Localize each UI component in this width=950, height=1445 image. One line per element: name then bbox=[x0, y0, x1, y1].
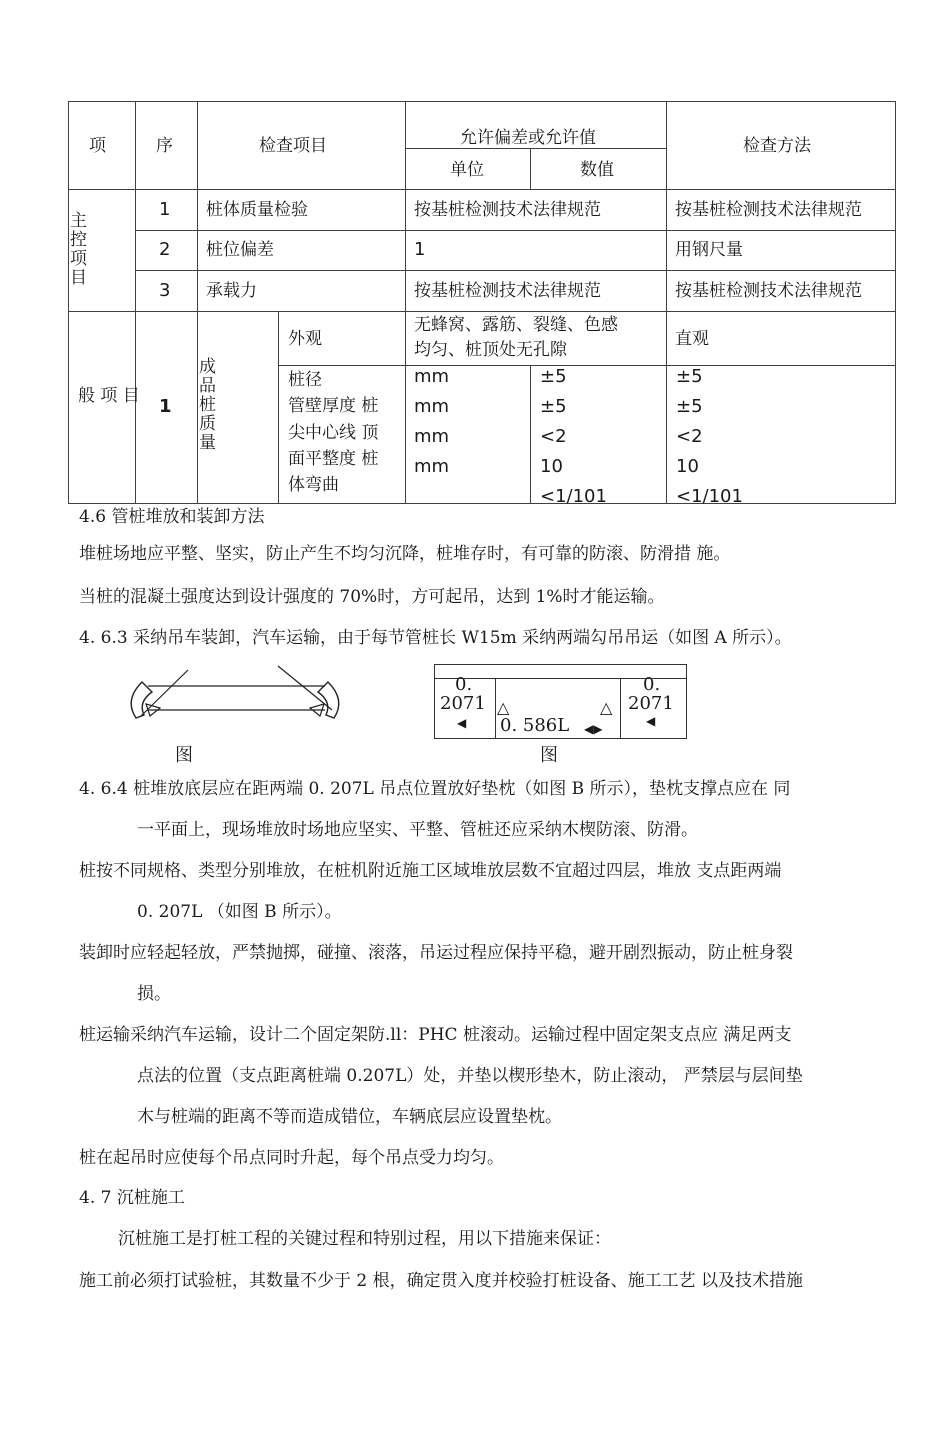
section-4-6-title: 4.6 管桩堆放和装卸方法 bbox=[79, 507, 265, 527]
size-value-2: ±5 bbox=[540, 396, 567, 417]
size-value-4: 10 bbox=[540, 456, 563, 477]
main-row-1-item: 桩体质量检验 bbox=[206, 200, 308, 220]
main-row-3-tolerance: 按基桩检测技术法律规范 bbox=[414, 281, 601, 301]
figure-b-center-label: 0. 586L bbox=[500, 715, 570, 736]
left-arrow-icon: ◀ bbox=[457, 716, 467, 730]
general-seq: 1 bbox=[159, 396, 172, 417]
figure-a bbox=[120, 660, 350, 735]
size-item-2: 管壁厚度 桩 bbox=[288, 396, 379, 416]
size-item-4: 面平整度 桩 bbox=[288, 449, 379, 469]
paragraph-10: 施工前必须打试验桩，其数量不少于 2 根，确定贯入度并校验打桩设备、施工工艺 以及技术措施 bbox=[79, 1271, 804, 1291]
size-method-1: ±5 bbox=[676, 366, 703, 387]
header-tolerance: 允许偏差或允许值 bbox=[460, 128, 596, 148]
paragraph-3: 4. 6.3 采纳吊车装卸，汽车运输，由于每节管桩长 W15m 采纳两端勾吊吊运（如图 A 所示）。 bbox=[79, 628, 792, 648]
main-row-2-tolerance: 1 bbox=[414, 239, 426, 260]
header-item: 项 bbox=[89, 136, 106, 156]
section-4-7-title: 4. 7 沉桩施工 bbox=[79, 1188, 185, 1208]
header-method: 检查方法 bbox=[743, 136, 811, 156]
figure-b-left-bottom: 2071 bbox=[440, 693, 486, 714]
appearance-method: 直观 bbox=[675, 329, 709, 349]
size-value-3: <2 bbox=[540, 426, 567, 447]
size-method-2: ±5 bbox=[676, 396, 703, 417]
paragraph-7-line-1: 桩运输采纳汽车运输，设计二个固定架防.ll：PHC 桩滚动。运输过程中固定架支点应 满足两支 bbox=[79, 1025, 792, 1045]
figure-b-caption: 图 bbox=[540, 745, 558, 766]
main-row-2-seq: 2 bbox=[159, 239, 171, 260]
size-method-3: <2 bbox=[676, 426, 703, 447]
paragraph-9: 沉桩施工是打桩工程的关键过程和特别过程，用以下措施来保证： bbox=[118, 1229, 611, 1249]
main-row-3-method: 按基桩检测技术法律规范 bbox=[675, 281, 862, 301]
main-row-2-item: 桩位偏差 bbox=[206, 240, 274, 260]
size-item-1: 桩径 bbox=[288, 370, 322, 390]
triangle-right-icon: △ bbox=[600, 698, 613, 717]
paragraph-2: 当桩的混凝土强度达到设计强度的 70%时，方可起吊，达到 1%时才能运输。 bbox=[79, 587, 665, 607]
appearance-item: 外观 bbox=[288, 329, 322, 349]
main-row-3-seq: 3 bbox=[159, 280, 171, 301]
appearance-tolerance-line1: 无蜂窝、露筋、裂缝、色感 bbox=[414, 315, 618, 335]
figure-b-right-bottom: 2071 bbox=[628, 693, 674, 714]
paragraph-5-line-2: 0. 207L （如图 B 所示）。 bbox=[137, 902, 342, 922]
header-value: 数值 bbox=[580, 160, 614, 180]
header-unit: 单位 bbox=[450, 160, 484, 180]
left-arrow-icon: ◀ bbox=[646, 714, 656, 728]
paragraph-4-line-2: 一平面上，现场堆放时场地应坚实、平整、管桩还应采纳木楔防滚、防滑。 bbox=[137, 820, 698, 840]
figure-a-caption: 图 bbox=[175, 745, 193, 766]
size-unit-2: mm bbox=[414, 396, 450, 417]
double-arrow-icon: ◀▶ bbox=[584, 722, 603, 736]
main-group-label: 主控项目 bbox=[70, 211, 87, 288]
paragraph-7-line-2: 点法的位置（支点距离桩端 0.207L）处，并垫以楔形垫木，防止滚动， 严禁层与层间垫 bbox=[137, 1066, 803, 1086]
pile-lifting-diagram bbox=[120, 660, 350, 735]
triangle-left-icon: △ bbox=[497, 698, 510, 717]
main-row-1-tolerance: 按基桩检测技术法律规范 bbox=[414, 200, 601, 220]
paragraph-8: 桩在起吊时应使每个吊点同时升起，每个吊点受力均匀。 bbox=[79, 1148, 504, 1168]
size-value-1: ±5 bbox=[540, 366, 567, 387]
general-group-label: 般 项 目 bbox=[78, 386, 140, 406]
size-value-5: <1/101 bbox=[540, 486, 607, 507]
main-row-1-method: 按基桩检测技术法律规范 bbox=[675, 200, 862, 220]
main-row-3-item: 承载力 bbox=[206, 281, 257, 301]
size-method-4: 10 bbox=[676, 456, 699, 477]
paragraph-7-line-3: 木与桩端的距离不等而造成错位，车辆底层应设置垫枕。 bbox=[137, 1107, 562, 1127]
size-item-5: 体弯曲 bbox=[288, 475, 339, 495]
appearance-tolerance-line2: 均匀、桩顶处无孔隙 bbox=[414, 340, 567, 360]
size-unit-3: mm bbox=[414, 426, 450, 447]
main-row-2-method: 用钢尺量 bbox=[675, 240, 743, 260]
header-check-item: 检查项目 bbox=[259, 136, 327, 156]
figure-b-right-top: 0. bbox=[643, 674, 661, 695]
figure-b bbox=[434, 664, 686, 739]
general-sub-label: 成品桩质量 bbox=[199, 357, 216, 453]
size-unit-1: mm bbox=[414, 366, 450, 387]
size-method-5: <1/101 bbox=[676, 486, 743, 507]
inspection-table bbox=[0, 0, 950, 510]
size-item-3: 尖中心线 顶 bbox=[288, 423, 379, 443]
paragraph-6-line-1: 装卸时应轻起轻放，严禁抛掷，碰撞、滚落，吊运过程应保持平稳，避开剧烈振动，防止桩身裂 bbox=[79, 943, 793, 963]
header-seq: 序 bbox=[156, 136, 173, 156]
main-row-1-seq: 1 bbox=[159, 199, 171, 220]
paragraph-1: 堆桩场地应平整、坚实，防止产生不均匀沉降，桩堆存时，有可靠的防滚、防滑措 施。 bbox=[79, 544, 731, 564]
paragraph-6-line-2: 损。 bbox=[137, 984, 171, 1004]
size-unit-4: mm bbox=[414, 456, 450, 477]
figure-b-left-top: 0. bbox=[455, 674, 473, 695]
paragraph-4-line-1: 4. 6.4 桩堆放底层应在距两端 0. 207L 吊点位置放好垫枕（如图 B 所示），垫枕支撑点应在 同 bbox=[79, 779, 791, 799]
paragraph-5-line-1: 桩按不同规格、类型分别堆放，在桩机附近施工区域堆放层数不宜超过四层，堆放 支点距两端 bbox=[79, 861, 782, 881]
